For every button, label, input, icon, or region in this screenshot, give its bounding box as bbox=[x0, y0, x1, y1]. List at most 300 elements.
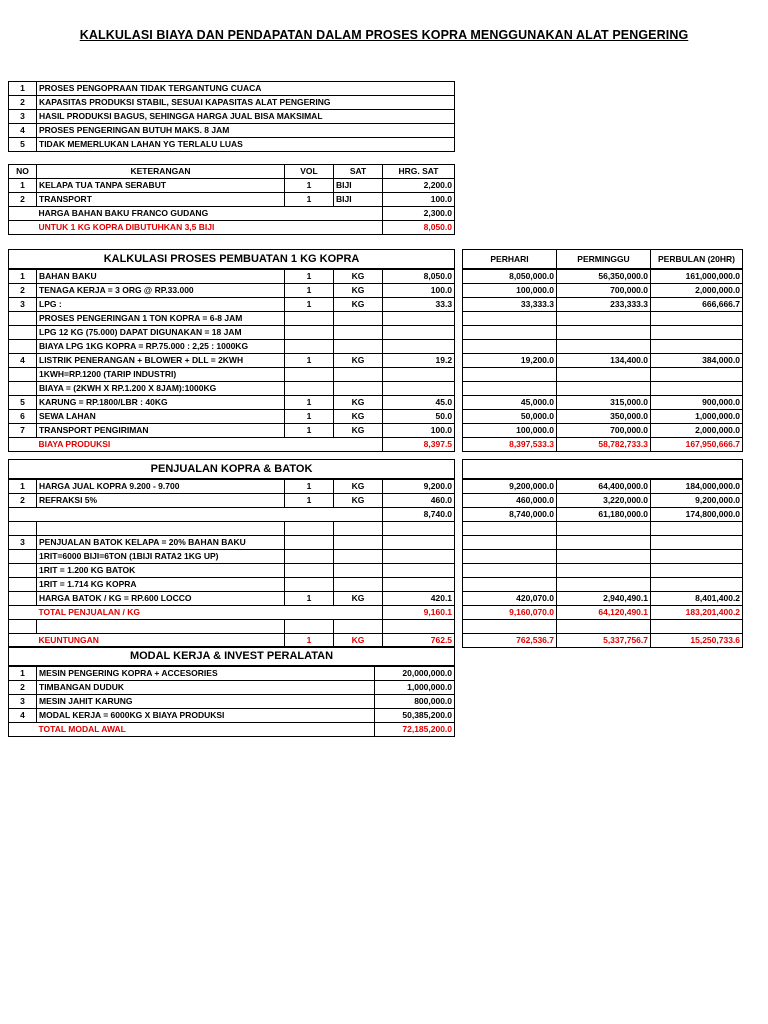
cell-keterangan: LISTRIK PENERANGAN + BLOWER + DLL = 2KWH bbox=[37, 354, 285, 368]
kopra-need-row bbox=[9, 221, 455, 235]
cell-perhari: 50,000.0 bbox=[463, 410, 557, 424]
cell-keterangan: HARGA JUAL KOPRA 9.200 - 9.700 bbox=[37, 479, 285, 494]
raw-material-table bbox=[8, 164, 455, 235]
cell-sat bbox=[334, 340, 383, 354]
cell-vol bbox=[285, 340, 334, 354]
cell-no: 3 bbox=[9, 298, 37, 312]
table-row bbox=[9, 326, 455, 340]
cell-perbulan: 900,000.0 bbox=[651, 396, 743, 410]
franco-row bbox=[9, 207, 455, 221]
item-no: 1 bbox=[9, 82, 37, 96]
cell-blank bbox=[383, 522, 455, 536]
cell-blank bbox=[334, 620, 383, 634]
table-row bbox=[9, 709, 455, 723]
total-row bbox=[9, 723, 455, 737]
cell-no: 1 bbox=[9, 479, 37, 494]
total-row bbox=[9, 606, 455, 620]
cell-blank bbox=[37, 522, 285, 536]
spacer-row bbox=[463, 620, 743, 634]
item-no: 5 bbox=[9, 138, 37, 152]
cell-value: 800,000.0 bbox=[375, 695, 455, 709]
franco-value: 2,300.0 bbox=[383, 207, 455, 221]
cell-keterangan: TENAGA KERJA = 3 ORG @ RP.33.000 bbox=[37, 284, 285, 298]
cell-keterangan: TRANSPORT PENGIRIMAN bbox=[37, 424, 285, 438]
cell-blank bbox=[463, 620, 557, 634]
cell-vol bbox=[285, 550, 334, 564]
sales-period-table bbox=[462, 459, 743, 648]
cell-keterangan: HARGA BATOK / KG = RP.600 LOCCO bbox=[37, 592, 285, 606]
cell-no: 2 bbox=[9, 284, 37, 298]
table-row bbox=[463, 340, 743, 354]
table-row bbox=[463, 550, 743, 564]
cell-sat bbox=[334, 382, 383, 396]
cell-perminggu: 700,000.0 bbox=[557, 424, 651, 438]
cell-vol: 1 bbox=[285, 479, 334, 494]
spacer-row bbox=[9, 522, 455, 536]
subtotal-row bbox=[9, 508, 455, 522]
table-row bbox=[9, 410, 455, 424]
cell-sat: KG bbox=[334, 410, 383, 424]
cell-blank bbox=[557, 564, 651, 578]
profit-sat: KG bbox=[334, 634, 383, 648]
cell-blank bbox=[383, 620, 455, 634]
table-row bbox=[9, 193, 455, 207]
cell-no bbox=[9, 564, 37, 578]
cell-perhari: 33,333.3 bbox=[463, 298, 557, 312]
total-perbulan: 167,950,666.7 bbox=[651, 438, 743, 452]
total-hrg: 8,397.5 bbox=[383, 438, 455, 452]
cell-keterangan: LPG 12 KG (75.000) DAPAT DIGUNAKAN = 18 JAM bbox=[37, 326, 285, 340]
cell-keterangan: MESIN JAHIT KARUNG bbox=[37, 695, 375, 709]
cell-keterangan: LPG : bbox=[37, 298, 285, 312]
table-row bbox=[9, 368, 455, 382]
cell-sat bbox=[334, 368, 383, 382]
cell-hrg bbox=[383, 550, 455, 564]
header-keterangan: KETERANGAN bbox=[37, 165, 285, 179]
cell-perminggu: 350,000.0 bbox=[557, 410, 651, 424]
cell-vol: 1 bbox=[285, 269, 334, 284]
cell-sat: KG bbox=[334, 592, 383, 606]
cell-vol: 1 bbox=[285, 193, 334, 207]
cell-hrg: 50.0 bbox=[383, 410, 455, 424]
cell-hrg: 45.0 bbox=[383, 396, 455, 410]
cell-no bbox=[9, 368, 37, 382]
cell-perbulan bbox=[651, 382, 743, 396]
table-row bbox=[463, 312, 743, 326]
process-heading-row bbox=[9, 250, 455, 270]
cell-vol: 1 bbox=[285, 396, 334, 410]
table-row bbox=[9, 179, 455, 193]
cell-keterangan: 1RIT = 1.714 KG KOPRA bbox=[37, 578, 285, 592]
cell-no: 1 bbox=[9, 666, 37, 681]
cell-sat: KG bbox=[334, 298, 383, 312]
cell-hrg bbox=[383, 578, 455, 592]
subtotal-row bbox=[463, 508, 743, 522]
cell-sat: KG bbox=[334, 269, 383, 284]
cell-hrg bbox=[383, 382, 455, 396]
total-perminggu: 58,782,733.3 bbox=[557, 438, 651, 452]
cell-keterangan: TRANSPORT bbox=[37, 193, 285, 207]
cell-blank bbox=[9, 522, 37, 536]
table-row bbox=[9, 592, 455, 606]
cell-blank bbox=[557, 550, 651, 564]
cell-value: 50,385,200.0 bbox=[375, 709, 455, 723]
table-row bbox=[463, 284, 743, 298]
header-hrg-sat: HRG. SAT bbox=[383, 165, 455, 179]
cell-keterangan: MESIN PENGERING KOPRA + ACCESORIES bbox=[37, 666, 375, 681]
cell-perhari: 8,050,000.0 bbox=[463, 269, 557, 284]
spacer-row bbox=[463, 522, 743, 536]
total-label: BIAYA PRODUKSI bbox=[37, 438, 383, 452]
page-title: KALKULASI BIAYA DAN PENDAPATAN DALAM PROSES KOPRA MENGGUNAKAN ALAT PENGERING bbox=[79, 28, 689, 42]
capital-heading-row bbox=[9, 647, 455, 667]
cell-hrg: 33.3 bbox=[383, 298, 455, 312]
cell-perbulan bbox=[651, 340, 743, 354]
cell-perminggu: 700,000.0 bbox=[557, 284, 651, 298]
table-row bbox=[9, 479, 455, 494]
table-row bbox=[463, 494, 743, 508]
cell-blank bbox=[9, 606, 37, 620]
cell-hrg bbox=[383, 340, 455, 354]
item-text: HASIL PRODUKSI BAGUS, SEHINGGA HARGA JUAL BISA MAKSIMAL bbox=[37, 110, 455, 124]
table-row bbox=[9, 284, 455, 298]
cell-perhari bbox=[463, 340, 557, 354]
sales-heading-row bbox=[9, 460, 455, 480]
cell-no bbox=[9, 312, 37, 326]
cell-blank bbox=[651, 522, 743, 536]
cell-perhari bbox=[463, 326, 557, 340]
cell-perhari: 100,000.0 bbox=[463, 424, 557, 438]
spacer-row bbox=[9, 620, 455, 634]
kopra-need-label: UNTUK 1 KG KOPRA DIBUTUHKAN 3,5 BIJI bbox=[37, 221, 383, 235]
cell-perminggu: 134,400.0 bbox=[557, 354, 651, 368]
cell-vol: 1 bbox=[285, 284, 334, 298]
cell-perbulan bbox=[651, 326, 743, 340]
cell-keterangan: 1RIT=6000 BIJI=6TON (1BIJI RATA2 1KG UP) bbox=[37, 550, 285, 564]
table-row bbox=[463, 269, 743, 284]
capital-table bbox=[8, 646, 455, 737]
cell-perhari: 460,000.0 bbox=[463, 494, 557, 508]
table-row bbox=[9, 494, 455, 508]
cell-no: 3 bbox=[9, 695, 37, 709]
profit-label: KEUNTUNGAN bbox=[37, 634, 285, 648]
cell-sat: BIJI bbox=[334, 179, 383, 193]
cell-hrg: 460.0 bbox=[383, 494, 455, 508]
cell-perbulan: 1,000,000.0 bbox=[651, 410, 743, 424]
cell-sat: KG bbox=[334, 424, 383, 438]
table-row bbox=[9, 578, 455, 592]
subtotal-perbulan: 174,800,000.0 bbox=[651, 508, 743, 522]
table-row bbox=[463, 368, 743, 382]
cell-perbulan: 384,000.0 bbox=[651, 354, 743, 368]
table-row bbox=[463, 479, 743, 494]
table-row bbox=[463, 536, 743, 550]
table-row bbox=[9, 564, 455, 578]
raw-header-row bbox=[9, 165, 455, 179]
cell-blank bbox=[9, 438, 37, 452]
cell-vol: 1 bbox=[285, 298, 334, 312]
table-row bbox=[9, 536, 455, 550]
cell-hrg: 8,050.0 bbox=[383, 269, 455, 284]
cell-perbulan: 8,401,400.2 bbox=[651, 592, 743, 606]
total-perhari: 8,397,533.3 bbox=[463, 438, 557, 452]
item-text: PROSES PENGERINGAN BUTUH MAKS. 8 JAM bbox=[37, 124, 455, 138]
cell-value: 1,000,000.0 bbox=[375, 681, 455, 695]
cell-keterangan: REFRAKSI 5% bbox=[37, 494, 285, 508]
cell-no bbox=[9, 550, 37, 564]
cell-keterangan: 1RIT = 1.200 KG BATOK bbox=[37, 564, 285, 578]
cell-perbulan bbox=[651, 368, 743, 382]
cell-sat bbox=[334, 550, 383, 564]
cell-no: 1 bbox=[9, 269, 37, 284]
cell-sat bbox=[334, 564, 383, 578]
cell-perhari bbox=[463, 312, 557, 326]
table-row bbox=[463, 592, 743, 606]
item-no: 2 bbox=[9, 96, 37, 110]
table-row bbox=[9, 396, 455, 410]
cell-perhari bbox=[463, 382, 557, 396]
cell-vol: 1 bbox=[285, 410, 334, 424]
table-row bbox=[463, 298, 743, 312]
cell-hrg bbox=[383, 312, 455, 326]
table-row bbox=[9, 666, 455, 681]
cell-no bbox=[9, 382, 37, 396]
header-no: NO bbox=[9, 165, 37, 179]
cell-sat bbox=[334, 536, 383, 550]
cell-no: 6 bbox=[9, 410, 37, 424]
cell-blank bbox=[9, 723, 37, 737]
table-row bbox=[463, 564, 743, 578]
profit-perminggu: 5,337,756.7 bbox=[557, 634, 651, 648]
table-row bbox=[9, 269, 455, 284]
table-row bbox=[463, 578, 743, 592]
cell-perbulan: 2,000,000.0 bbox=[651, 284, 743, 298]
subtotal-hrg: 8,740.0 bbox=[383, 508, 455, 522]
cell-sat: KG bbox=[334, 284, 383, 298]
cell-no bbox=[9, 326, 37, 340]
cell-blank bbox=[285, 620, 334, 634]
list-item bbox=[9, 138, 455, 152]
cell-vol bbox=[285, 578, 334, 592]
cell-no bbox=[9, 340, 37, 354]
cell-perhari: 100,000.0 bbox=[463, 284, 557, 298]
cell-sat: KG bbox=[334, 479, 383, 494]
cell-keterangan: PROSES PENGERINGAN 1 TON KOPRA = 6-8 JAM bbox=[37, 312, 285, 326]
cell-blank bbox=[557, 536, 651, 550]
total-hrg: 9,160.1 bbox=[383, 606, 455, 620]
cell-no: 2 bbox=[9, 193, 37, 207]
cell-sat bbox=[334, 312, 383, 326]
cell-perhari bbox=[463, 368, 557, 382]
cell-hrg: 100.0 bbox=[383, 284, 455, 298]
cell-blank bbox=[9, 620, 37, 634]
table-row bbox=[9, 424, 455, 438]
cell-perminggu: 315,000.0 bbox=[557, 396, 651, 410]
table-row bbox=[9, 312, 455, 326]
cell-hrg: 100.0 bbox=[383, 193, 455, 207]
period-header-row bbox=[463, 250, 743, 270]
table-row bbox=[463, 382, 743, 396]
profit-vol: 1 bbox=[285, 634, 334, 648]
cell-blank bbox=[651, 536, 743, 550]
cell-hrg bbox=[383, 564, 455, 578]
cell-perminggu: 56,350,000.0 bbox=[557, 269, 651, 284]
table-row bbox=[463, 410, 743, 424]
cell-hrg: 2,200.0 bbox=[383, 179, 455, 193]
table-row bbox=[9, 681, 455, 695]
cell-hrg: 100.0 bbox=[383, 424, 455, 438]
subtotal-perhari: 8,740,000.0 bbox=[463, 508, 557, 522]
item-no: 3 bbox=[9, 110, 37, 124]
item-text: PROSES PENGOPRAAN TIDAK TERGANTUNG CUACA bbox=[37, 82, 455, 96]
cell-perminggu: 2,940,490.1 bbox=[557, 592, 651, 606]
cell-keterangan: KARUNG = RP.1800/LBR : 40KG bbox=[37, 396, 285, 410]
cell-vol bbox=[285, 312, 334, 326]
cell-perminggu bbox=[557, 326, 651, 340]
cell-perminggu bbox=[557, 368, 651, 382]
cell-blank bbox=[463, 564, 557, 578]
cell-keterangan: BIAYA LPG 1KG KOPRA = RP.75.000 : 2,25 : 1000KG bbox=[37, 340, 285, 354]
table-row bbox=[463, 424, 743, 438]
cell-sat: KG bbox=[334, 396, 383, 410]
header-perhari: PERHARI bbox=[463, 250, 557, 270]
cell-perminggu bbox=[557, 312, 651, 326]
list-item bbox=[9, 110, 455, 124]
cell-keterangan: BAHAN BAKU bbox=[37, 269, 285, 284]
table-row bbox=[463, 326, 743, 340]
kopra-need-value: 8,050.0 bbox=[383, 221, 455, 235]
cell-perhari: 45,000.0 bbox=[463, 396, 557, 410]
advantages-table bbox=[8, 81, 455, 152]
cell-sat: KG bbox=[334, 494, 383, 508]
cell-vol: 1 bbox=[285, 592, 334, 606]
cell-keterangan: PENJUALAN BATOK KELAPA = 20% BAHAN BAKU bbox=[37, 536, 285, 550]
cell-no bbox=[9, 592, 37, 606]
cell-perbulan: 161,000,000.0 bbox=[651, 269, 743, 284]
cell-vol bbox=[285, 326, 334, 340]
cell-vol bbox=[285, 564, 334, 578]
total-row bbox=[463, 606, 743, 620]
cell-perbulan: 184,000,000.0 bbox=[651, 479, 743, 494]
franco-label: HARGA BAHAN BAKU FRANCO GUDANG bbox=[37, 207, 383, 221]
table-row bbox=[9, 298, 455, 312]
list-item bbox=[9, 96, 455, 110]
cell-blank bbox=[463, 578, 557, 592]
list-item bbox=[9, 124, 455, 138]
cell-blank bbox=[557, 620, 651, 634]
total-row bbox=[463, 438, 743, 452]
cell-keterangan: 1KWH=RP.1200 (TARIP INDUSTRI) bbox=[37, 368, 285, 382]
total-perminggu: 64,120,490.1 bbox=[557, 606, 651, 620]
cell-blank bbox=[651, 564, 743, 578]
cell-blank bbox=[334, 522, 383, 536]
cell-no: 2 bbox=[9, 681, 37, 695]
cell-vol: 1 bbox=[285, 354, 334, 368]
sales-period-header-row bbox=[463, 460, 743, 480]
profit-perbulan: 15,250,733.6 bbox=[651, 634, 743, 648]
item-text: TIDAK MEMERLUKAN LAHAN YG TERLALU LUAS bbox=[37, 138, 455, 152]
total-perhari: 9,160,070.0 bbox=[463, 606, 557, 620]
cell-blank bbox=[463, 550, 557, 564]
cell-hrg: 19.2 bbox=[383, 354, 455, 368]
subtotal-perminggu: 61,180,000.0 bbox=[557, 508, 651, 522]
item-no: 4 bbox=[9, 124, 37, 138]
item-text: KAPASITAS PRODUKSI STABIL, SESUAI KAPASITAS ALAT PENGERING bbox=[37, 96, 455, 110]
cell-no bbox=[9, 578, 37, 592]
cell-keterangan: BIAYA = (2KWH X RP.1.200 X 8JAM):1000KG bbox=[37, 382, 285, 396]
header-perminggu: PERMINGGU bbox=[557, 250, 651, 270]
cell-blank bbox=[651, 550, 743, 564]
table-row bbox=[463, 354, 743, 368]
cell-no: 3 bbox=[9, 536, 37, 550]
cell-perminggu: 233,333.3 bbox=[557, 298, 651, 312]
cell-perhari: 19,200.0 bbox=[463, 354, 557, 368]
process-cost-table bbox=[8, 249, 455, 452]
cell-no: 5 bbox=[9, 396, 37, 410]
table-row bbox=[9, 340, 455, 354]
list-item bbox=[9, 82, 455, 96]
cell-sat: KG bbox=[334, 354, 383, 368]
process-heading: KALKULASI PROSES PEMBUATAN 1 KG KOPRA bbox=[9, 250, 455, 270]
cell-value: 20,000,000.0 bbox=[375, 666, 455, 681]
cell-hrg bbox=[383, 536, 455, 550]
sales-table bbox=[8, 459, 455, 648]
process-period-table bbox=[462, 249, 743, 452]
cell-perminggu: 64,400,000.0 bbox=[557, 479, 651, 494]
header-sat: SAT bbox=[334, 165, 383, 179]
cell-perbulan: 9,200,000.0 bbox=[651, 494, 743, 508]
cell-perbulan bbox=[651, 312, 743, 326]
cell-sat bbox=[334, 326, 383, 340]
cell-keterangan: KELAPA TUA TANPA SERABUT bbox=[37, 179, 285, 193]
cell-perbulan: 666,666.7 bbox=[651, 298, 743, 312]
header-perbulan: PERBULAN (20HR) bbox=[651, 250, 743, 270]
cell-blank bbox=[557, 522, 651, 536]
cell-keterangan: SEWA LAHAN bbox=[37, 410, 285, 424]
cell-blank bbox=[37, 620, 285, 634]
cell-blank bbox=[651, 578, 743, 592]
cell-hrg bbox=[383, 326, 455, 340]
cell-blank bbox=[463, 536, 557, 550]
cell-keterangan: TIMBANGAN DUDUK bbox=[37, 681, 375, 695]
cell-perhari: 9,200,000.0 bbox=[463, 479, 557, 494]
table-row bbox=[9, 382, 455, 396]
cell-perminggu: 3,220,000.0 bbox=[557, 494, 651, 508]
cell-hrg bbox=[383, 368, 455, 382]
cell-blank bbox=[557, 578, 651, 592]
total-row bbox=[9, 438, 455, 452]
cell-vol bbox=[285, 382, 334, 396]
sales-heading: PENJUALAN KOPRA & BATOK bbox=[9, 460, 455, 480]
cell-blank bbox=[463, 522, 557, 536]
cell-vol bbox=[285, 536, 334, 550]
profit-perhari: 762,536.7 bbox=[463, 634, 557, 648]
table-row bbox=[463, 396, 743, 410]
cell-blank bbox=[651, 620, 743, 634]
cell-no: 1 bbox=[9, 179, 37, 193]
total-value: 72,185,200.0 bbox=[375, 723, 455, 737]
cell-blank bbox=[37, 508, 383, 522]
cell-vol bbox=[285, 368, 334, 382]
profit-hrg: 762.5 bbox=[383, 634, 455, 648]
cell-no: 4 bbox=[9, 354, 37, 368]
cell-perminggu bbox=[557, 340, 651, 354]
profit-row bbox=[463, 634, 743, 648]
table-row bbox=[9, 354, 455, 368]
cell-vol: 1 bbox=[285, 494, 334, 508]
table-row bbox=[9, 550, 455, 564]
total-label: TOTAL PENJUALAN / KG bbox=[37, 606, 383, 620]
